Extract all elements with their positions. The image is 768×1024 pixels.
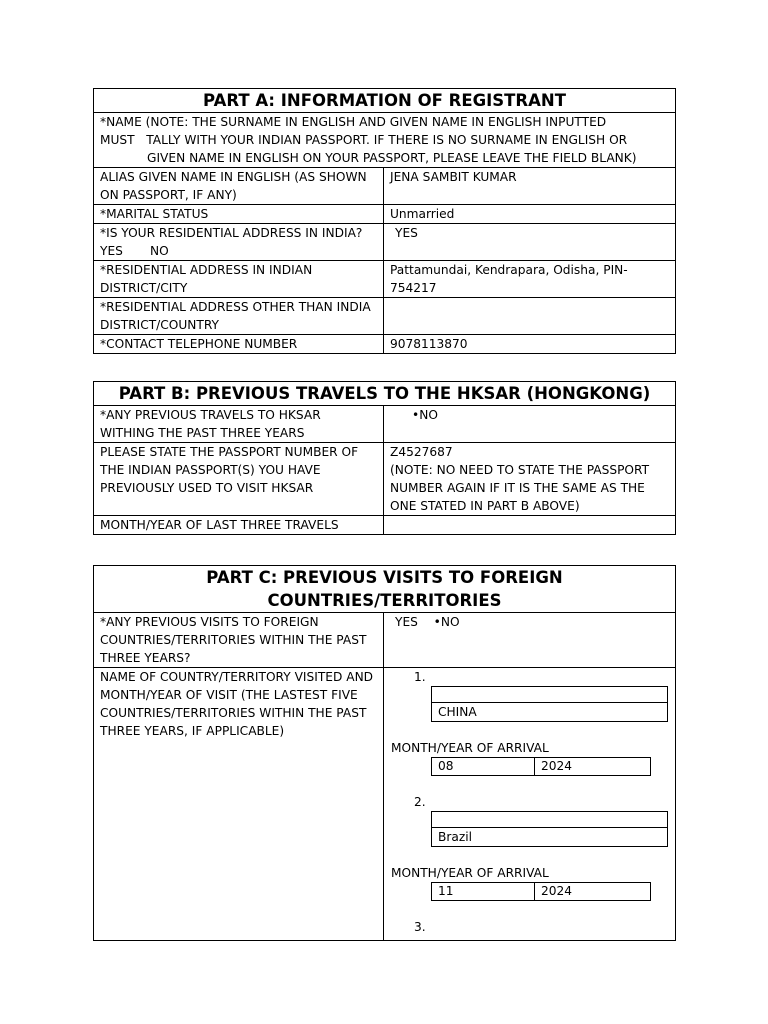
visit-2-name-line-1[interactable] — [431, 811, 668, 828]
residence-question-value[interactable]: YES — [384, 224, 676, 261]
visit-1-name-line-2[interactable]: CHINA — [431, 703, 668, 722]
name-note-line-1: *NAME (NOTE: THE SURNAME IN ENGLISH AND GIVEN NAME IN ENGLISH INPUTTED — [100, 115, 607, 129]
visit-1-year[interactable]: 2024 — [541, 759, 573, 773]
alias-value[interactable]: JENA SAMBIT KUMAR — [384, 168, 676, 205]
part-c-section — [93, 565, 676, 941]
visit-1-name-line-1[interactable] — [431, 686, 668, 703]
visit-1-arrival-date — [431, 757, 651, 776]
phone-label: *CONTACT TELEPHONE NUMBER — [94, 335, 384, 354]
marital-value[interactable]: Unmarried — [384, 205, 676, 224]
residence-question — [94, 224, 384, 261]
travels-value-cell[interactable] — [384, 406, 676, 443]
travels-value[interactable]: NO — [419, 408, 438, 422]
part-a-title: PART A: INFORMATION OF REGISTRANT — [94, 89, 676, 113]
part-c-title: PART C: PREVIOUS VISITS TO FOREIGN COUNTRIES/TERRITORIES — [94, 566, 676, 613]
name-note-line-3: GIVEN NAME IN ENGLISH ON YOUR PASSPORT, PLEASE LEAVE THE FIELD BLANK) — [147, 151, 637, 165]
visit-1-month[interactable]: 08 — [432, 758, 535, 775]
visits-label: *ANY PREVIOUS VISITS TO FOREIGN COUNTRIES/TERRITORIES WITHIN THE PAST THREE YEARS? — [94, 613, 384, 668]
passport-value[interactable]: Z4527687 — [390, 445, 453, 459]
marital-label: *MARITAL STATUS — [94, 205, 384, 224]
bullet-icon: • — [433, 615, 441, 629]
passport-label: PLEASE STATE THE PASSPORT NUMBER OF THE INDIAN PASSPORT(S) YOU HAVE PREVIOUSLY USED TO VISIT HKSAR — [94, 443, 384, 516]
visit-2-arrival-label: MONTH/YEAR OF ARRIVAL — [391, 866, 549, 880]
visit-2-month[interactable]: 11 — [432, 883, 535, 900]
part-b-table — [93, 381, 676, 535]
visits-value-cell[interactable] — [384, 613, 676, 668]
bullet-icon: • — [412, 408, 420, 422]
part-a-table — [93, 88, 676, 354]
visit-1-arrival-label: MONTH/YEAR OF ARRIVAL — [391, 741, 549, 755]
address-india-value[interactable]: Pattamundai, Kendrapara, Odisha, PIN-754217 — [384, 261, 676, 298]
visit-2-name-line-2[interactable]: Brazil — [431, 828, 668, 847]
part-b-title: PART B: PREVIOUS TRAVELS TO THE HKSAR (HONGKONG) — [94, 382, 676, 406]
visit-1-number: 1. — [414, 670, 426, 684]
last-travels-value[interactable] — [384, 516, 676, 535]
last-travels-label: MONTH/YEAR OF LAST THREE TRAVELS — [94, 516, 384, 535]
countries-label: NAME OF COUNTRY/TERRITORY VISITED AND MONTH/YEAR OF VISIT (THE LASTEST FIVE COUNTRIES/TERRITORIES WITHIN THE PAST THREE YEARS, IF APPLICABLE) — [94, 668, 384, 941]
visit-2-year[interactable]: 2024 — [541, 884, 573, 898]
alias-label: ALIAS GIVEN NAME IN ENGLISH (AS SHOWN ON PASSPORT, IF ANY) — [94, 168, 384, 205]
countries-cell — [384, 668, 676, 941]
visit-3-number: 3. — [414, 920, 426, 934]
visits-no[interactable]: NO — [440, 615, 460, 629]
visits-yes[interactable]: YES — [395, 615, 418, 629]
passport-note: (NOTE: NO NEED TO STATE THE PASSPORT NUMBER AGAIN IF IT IS THE SAME AS THE ONE STATED IN PART B ABOVE) — [390, 463, 650, 513]
name-note-line-2: MUST TALLY WITH YOUR INDIAN PASSPORT. IF THERE IS NO SURNAME IN ENGLISH OR — [100, 133, 628, 147]
part-a-section — [93, 88, 676, 354]
residence-question-options[interactable]: YES NO — [100, 244, 169, 258]
residence-question-label: *IS YOUR RESIDENTIAL ADDRESS IN INDIA? — [100, 226, 363, 240]
address-other-label: *RESIDENTIAL ADDRESS OTHER THAN INDIA DISTRICT/COUNTRY — [94, 298, 384, 335]
name-note — [94, 113, 676, 168]
visit-2-number: 2. — [414, 795, 426, 809]
address-india-label: *RESIDENTIAL ADDRESS IN INDIAN DISTRICT/CITY — [94, 261, 384, 298]
address-other-value[interactable] — [384, 298, 676, 335]
passport-cell — [384, 443, 676, 516]
visit-2-arrival-date — [431, 882, 651, 901]
part-c-table — [93, 565, 676, 941]
phone-value[interactable]: 9078113870 — [384, 335, 676, 354]
travels-label: *ANY PREVIOUS TRAVELS TO HKSAR WITHING THE PAST THREE YEARS — [94, 406, 384, 443]
part-b-section — [93, 381, 676, 535]
